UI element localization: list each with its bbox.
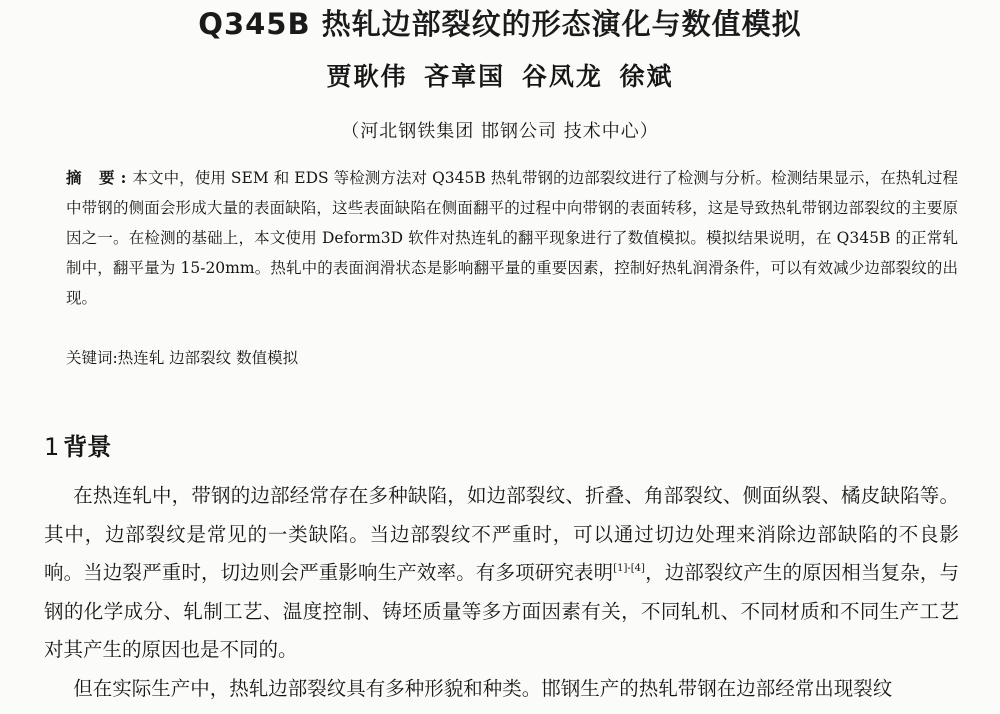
paragraph xyxy=(44,477,959,670)
section-heading xyxy=(44,427,111,462)
body-text xyxy=(44,477,959,708)
keywords-label: 关键词: xyxy=(66,349,118,367)
section-title: 背景 xyxy=(63,433,112,461)
paragraph-text: 在热连轧中，带钢的边部经常存在多种缺陷，如边部裂纹、折叠、角部裂纹、侧面纵裂、橘皮缺陷等。其中，边部裂纹是常见的一类缺陷。当边部裂纹不严重时，可以通过切边处理来消除边部缺陷的不良影响。当边裂严重时，切边则会严重影响生产效率。有多项研究表明 xyxy=(44,484,959,584)
keywords-text: 热连轧 边部裂纹 数值模拟 xyxy=(117,349,299,367)
abstract xyxy=(66,163,958,313)
paper-title: Q345B 热轧边部裂纹的形态演化与数值模拟 xyxy=(198,7,802,41)
affiliation: （河北钢铁集团 邯钢公司 技术中心） xyxy=(341,121,659,142)
keywords xyxy=(66,346,298,368)
citation-reference: [1]-[4] xyxy=(613,563,645,574)
paragraph: 但在实际生产中，热轧边部裂纹具有多种形貌和种类。邯钢生产的热轧带钢在边部经常出现裂纹 xyxy=(73,676,893,700)
section-number: 1 xyxy=(44,433,60,461)
abstract-text: 本文中，使用 SEM 和 EDS 等检测方法对 Q345B 热轧带钢的边部裂纹进行了检测与分析。检测结果显示，在热轧过程中带钢的侧面会形成大量的表面缺陷，这些表面缺陷在侧面翻平的过程中向带钢的表面转移，这是导致热轧带钢边部裂纹的主要原因之一。在检测的基础上，本文使用 Deform3D 软件对热连轧的翻平现象进行了数值模拟。模拟结果说明，在 Q345B 的正常轧制中，翻平量为 15-20mm。热轧中的表面润滑状态是影响翻平量的重要因素，控制好热轧润滑条件，可以有效减少边部裂纹的出现。 xyxy=(66,169,958,307)
author-list: 贾耿伟 吝章国 谷凤龙 徐斌 xyxy=(326,62,674,91)
abstract-label: 摘 要: xyxy=(66,168,133,187)
paragraph-text-continued: ，边部裂纹产生的原因相当复杂，与钢的化学成分、轧制工艺、温度控制、铸坯质量等多方面因素有关，不同轧机、不同材质和不同生产工艺对其产生的原因也是不同的。 xyxy=(44,561,959,661)
